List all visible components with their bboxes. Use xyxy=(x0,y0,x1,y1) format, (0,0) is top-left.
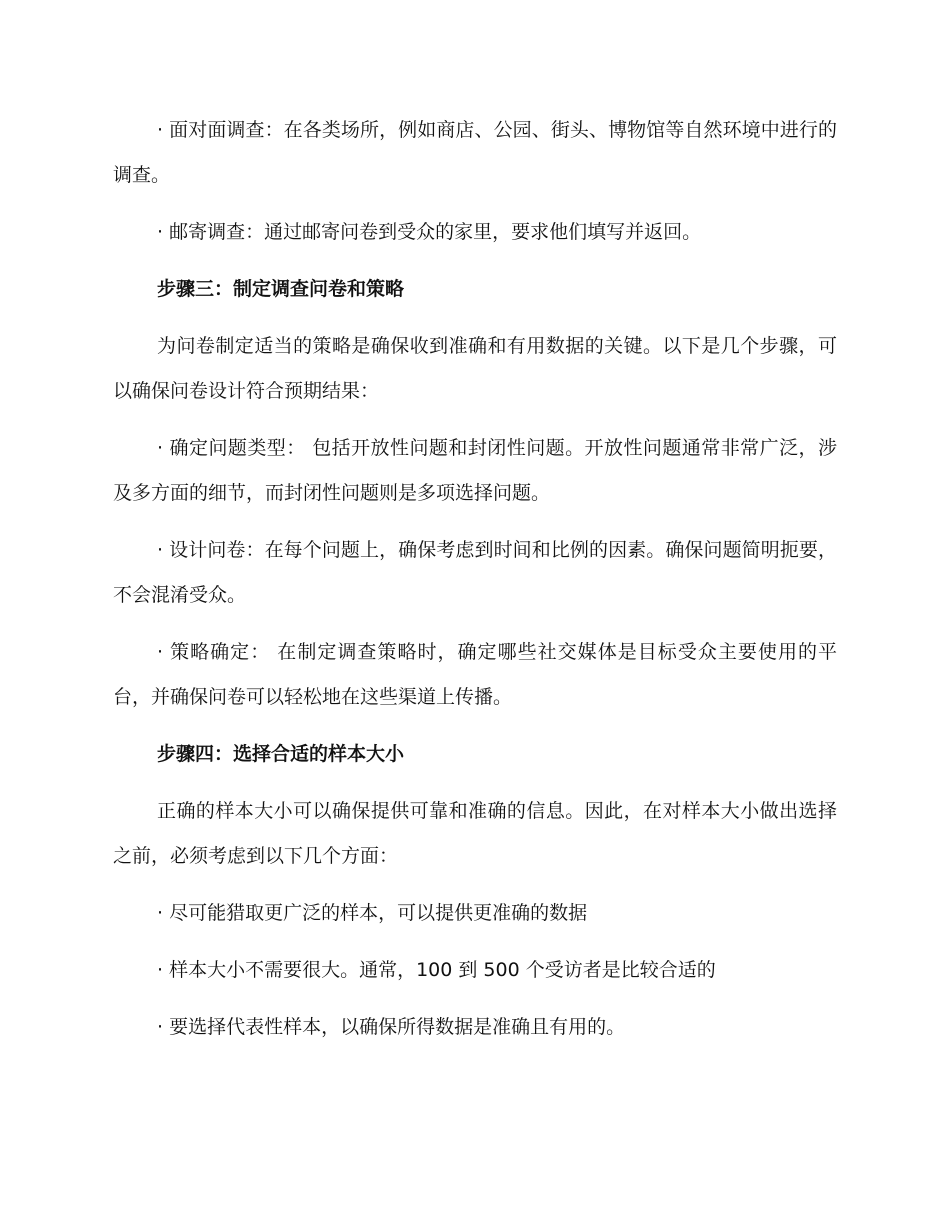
bullet-question-types: · 确定问题类型： 包括开放性问题和封闭性问题。开放性问题通常非常广泛，涉及多方面的细节，而封闭性问题则是多项选择问题。 xyxy=(113,437,837,504)
bullet-sample-not-large: · 样本大小不需要很大。通常，100 到 500 个受访者是比较合适的 xyxy=(157,959,716,981)
bullet-design-questionnaire: · 设计问卷：在每个问题上，确保考虑到时间和比例的因素。确保问题简明扼要，不会混淆受众。 xyxy=(113,539,837,606)
bullet-broad-sample: · 尽可能猎取更广泛的样本，可以提供更准确的数据 xyxy=(157,902,588,924)
section-heading-step-four: 步骤四：选择合适的样本大小 xyxy=(157,743,405,765)
bullet-face-to-face-survey: · 面对面调查：在各类场所，例如商店、公园、街头、博物馆等自然环境中进行的调查。 xyxy=(113,119,837,186)
bullet-strategy-determination: · 策略确定： 在制定调查策略时，确定哪些社交媒体是目标受众主要使用的平台，并确保问卷可以轻松地在这些渠道上传播。 xyxy=(113,641,837,708)
section-heading-step-three: 步骤三：制定调查问卷和策略 xyxy=(157,278,405,300)
paragraph-questionnaire-strategy: 为问卷制定适当的策略是确保收到准确和有用数据的关键。以下是几个步骤，可以确保问卷设计符合预期结果： xyxy=(113,335,837,402)
document-page xyxy=(113,108,837,1062)
paragraph-sample-size: 正确的样本大小可以确保提供可靠和准确的信息。因此，在对样本大小做出选择之前，必须考虑到以下几个方面： xyxy=(113,800,837,867)
bullet-representative-sample: · 要选择代表性样本，以确保所得数据是准确且有用的。 xyxy=(157,1016,626,1038)
bullet-mail-survey: · 邮寄调查：通过邮寄问卷到受众的家里，要求他们填写并返回。 xyxy=(157,221,702,243)
